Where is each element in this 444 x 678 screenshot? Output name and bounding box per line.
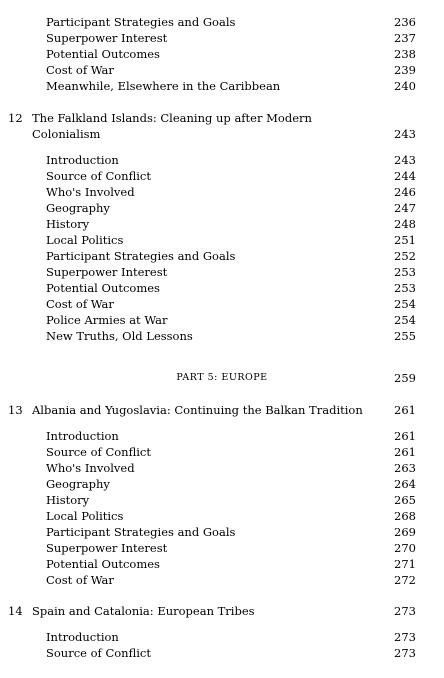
toc-entry [0, 645, 444, 661]
toc-entry [0, 232, 444, 248]
entry-title: New Truths, Old Lessons [46, 329, 193, 343]
entry-page: 237 [394, 31, 416, 45]
toc-entry [0, 476, 444, 492]
entry-page: 264 [394, 477, 416, 491]
entry-page: 270 [394, 541, 416, 555]
entry-page: 239 [394, 63, 416, 77]
entry-page: 247 [394, 201, 416, 215]
entry-title: Police Armies at War [46, 313, 168, 327]
chapter-heading [0, 110, 444, 126]
toc-entry [0, 78, 444, 94]
entry-page: 273 [394, 604, 416, 618]
entry-page: 252 [394, 249, 416, 263]
entry-page: 240 [394, 79, 416, 93]
toc-entry [0, 444, 444, 460]
part-title: PART 5: EUROPE [176, 372, 268, 383]
entry-page: 254 [394, 297, 416, 311]
entry-title: Source of Conflict [46, 646, 151, 660]
toc-entry [0, 460, 444, 476]
entry-page: 273 [394, 646, 416, 660]
entry-page: 236 [394, 15, 416, 29]
chapter-number: 12 [8, 111, 23, 125]
entry-page: 248 [394, 217, 416, 231]
toc-entry [0, 280, 444, 296]
entry-title: Cost of War [46, 297, 114, 311]
entry-page: 259 [394, 371, 416, 385]
chapter-heading [0, 603, 444, 619]
toc-entry [0, 629, 444, 645]
toc-entry [0, 428, 444, 444]
chapter-number: 13 [8, 403, 23, 417]
chapter-title: The Falkland Islands: Cleaning up after Modern [32, 111, 312, 125]
toc-entry [0, 30, 444, 46]
entry-title: Potential Outcomes [46, 281, 160, 295]
toc-entry [0, 168, 444, 184]
entry-title: Geography [46, 477, 110, 491]
entry-title: Potential Outcomes [46, 47, 160, 61]
toc-entry [0, 14, 444, 30]
entry-page: 255 [394, 329, 416, 343]
entry-page: 253 [394, 281, 416, 295]
entry-title: Participant Strategies and Goals [46, 249, 236, 263]
part-heading [0, 370, 444, 386]
toc-entry [0, 62, 444, 78]
toc-entry [0, 248, 444, 264]
entry-page: 261 [394, 403, 416, 417]
toc-entry [0, 216, 444, 232]
chapter-heading [0, 402, 444, 418]
toc-entry [0, 524, 444, 540]
entry-title: Superpower Interest [46, 31, 168, 45]
entry-title: Local Politics [46, 233, 124, 247]
entry-page: 263 [394, 461, 416, 475]
entry-title: Introduction [46, 630, 119, 644]
entry-title: Cost of War [46, 573, 114, 587]
entry-page: 261 [394, 445, 416, 459]
entry-title: History [46, 217, 90, 231]
toc-entry [0, 296, 444, 312]
entry-page: 246 [394, 185, 416, 199]
entry-page: 273 [394, 630, 416, 644]
entry-title: Geography [46, 201, 110, 215]
entry-page: 268 [394, 509, 416, 523]
entry-title: History [46, 493, 90, 507]
toc-entry [0, 508, 444, 524]
entry-page: 238 [394, 47, 416, 61]
entry-title: Source of Conflict [46, 169, 151, 183]
toc-entry [0, 328, 444, 344]
entry-page: 254 [394, 313, 416, 327]
chapter-heading-cont [0, 126, 444, 142]
toc-entry [0, 152, 444, 168]
entry-page: 265 [394, 493, 416, 507]
entry-page: 272 [394, 573, 416, 587]
entry-page: 271 [394, 557, 416, 571]
entry-page: 251 [394, 233, 416, 247]
entry-title: Potential Outcomes [46, 557, 160, 571]
toc-entry [0, 264, 444, 280]
toc-entry [0, 184, 444, 200]
toc-entry [0, 200, 444, 216]
entry-title: Source of Conflict [46, 445, 151, 459]
chapter-number: 14 [8, 604, 23, 618]
entry-page: 243 [394, 153, 416, 167]
entry-title: Participant Strategies and Goals [46, 525, 236, 539]
entry-title: Cost of War [46, 63, 114, 77]
entry-title: Local Politics [46, 509, 124, 523]
entry-title: Who's Involved [46, 461, 135, 475]
chapter-title: Spain and Catalonia: European Tribes [32, 604, 255, 618]
entry-title: Who's Involved [46, 185, 135, 199]
toc-entry [0, 312, 444, 328]
entry-page: 244 [394, 169, 416, 183]
toc-entry [0, 572, 444, 588]
entry-title: Introduction [46, 429, 119, 443]
toc-entry [0, 540, 444, 556]
chapter-title: Albania and Yugoslavia: Continuing the Balkan Tradition [32, 403, 363, 417]
entry-page: 253 [394, 265, 416, 279]
entry-title: Participant Strategies and Goals [46, 15, 236, 29]
entry-page: 243 [394, 127, 416, 141]
entry-title: Meanwhile, Elsewhere in the Caribbean [46, 79, 281, 93]
toc-entry [0, 46, 444, 62]
entry-page: 261 [394, 429, 416, 443]
entry-page: 269 [394, 525, 416, 539]
chapter-title-cont: Colonialism [32, 127, 101, 141]
toc-entry [0, 492, 444, 508]
entry-title: Introduction [46, 153, 119, 167]
entry-title: Superpower Interest [46, 541, 168, 555]
toc-entry [0, 556, 444, 572]
entry-title: Superpower Interest [46, 265, 168, 279]
